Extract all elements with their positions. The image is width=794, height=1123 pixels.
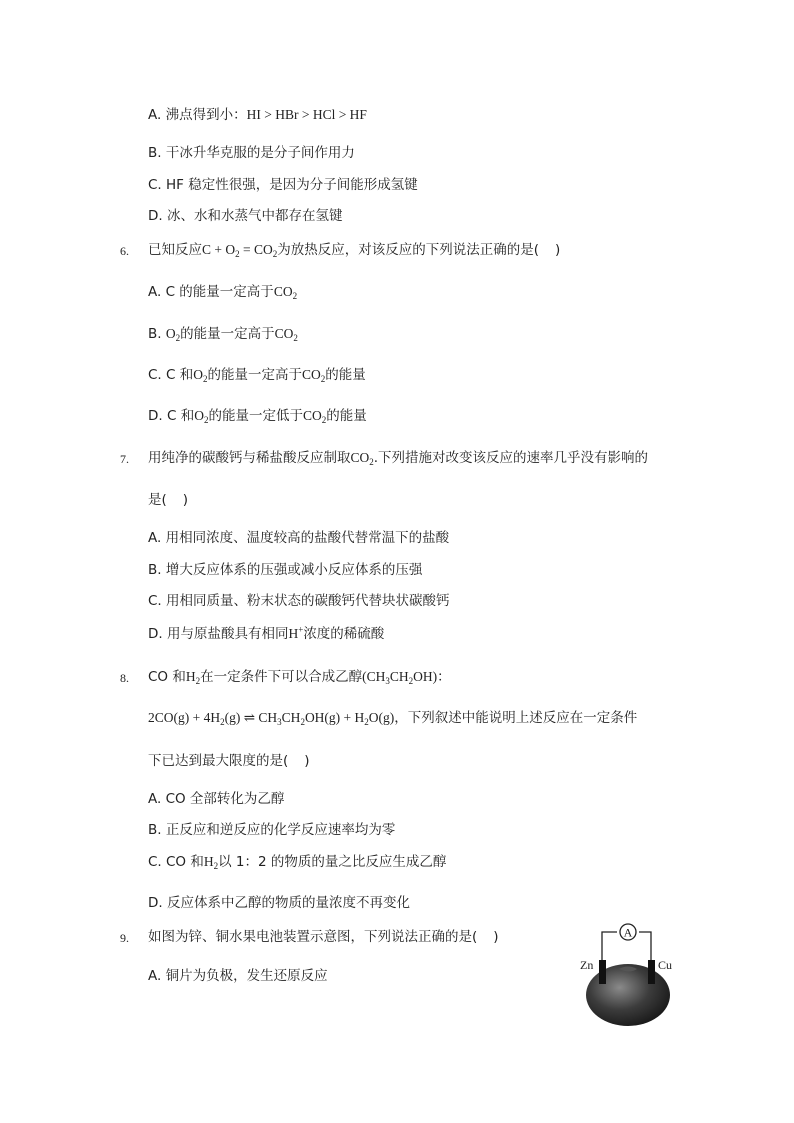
synthesis-equation: $2CO(g) + 4H_2(g)$ ⇌ $CH_3CH_2OH(g) + H_2O(g)$ <box>148 710 395 727</box>
fruit-icon <box>586 964 670 1026</box>
q5-option-d: D. 冰、水和水蒸气中都存在氢键 <box>148 208 343 224</box>
copper-label: Cu <box>658 958 673 972</box>
q7-number: 7. <box>120 452 129 466</box>
q5-option-a: A. 沸点得到小：HI > HBr > HCl > HF <box>148 107 367 123</box>
ethanol-formula: $(CH_3CH_2OH)$ <box>362 669 438 686</box>
reaction-formula: $C + O_2 = CO_2$ <box>202 242 278 259</box>
q9-number: 9. <box>120 931 129 945</box>
q7-option-c: C. 用相同质量、粉末状态的碳酸钙代替块状碳酸钙 <box>148 593 450 609</box>
q8-option-b: B. 正反应和逆反应的化学反应速率均为零 <box>148 822 396 838</box>
q6-option-b: B. $O_2$的能量一定高于$CO_2$ <box>148 326 298 343</box>
q5-option-c: C. HF 稳定性很强，是因为分子间能形成氢键 <box>148 177 418 193</box>
ammeter-label: A <box>623 925 633 940</box>
q9-stem: 如图为锌、铜水果电池装置示意图，下列说法正确的是( ) <box>148 929 499 945</box>
q5-option-b: B. 干冰升华克服的是分子间作用力 <box>148 145 355 161</box>
q6-number: 6. <box>120 244 129 258</box>
boiling-point-formula: HI > HBr > HCl > HF <box>246 107 367 122</box>
left-wire <box>602 932 617 961</box>
zinc-label: Zn <box>580 958 594 972</box>
zinc-electrode <box>599 960 606 984</box>
right-wire <box>639 932 651 961</box>
q8-equation-line: $2CO(g) + 4H_2(g)$ ⇌ $CH_3CH_2OH(g) + H_2O(g)$，下列叙述中能说明上述反应在一定条件 <box>148 710 638 727</box>
copper-electrode <box>648 960 655 984</box>
fruit-battery-figure <box>572 917 684 1029</box>
q8-option-c: C. CO 和$H_2$以 1：2 的物质的量之比反应生成乙醇 <box>148 854 447 871</box>
q7-stem-line2: 是( ) <box>148 492 189 508</box>
q7-option-d: D. 用与原盐酸具有相同H+浓度的稀硫酸 <box>148 624 385 642</box>
q8-option-d: D. 反应体系中乙醇的物质的量浓度不再变化 <box>148 895 410 911</box>
q9-option-a: A. 铜片为负极，发生还原反应 <box>148 968 328 984</box>
q6-option-c: C. C 和$O_2$的能量一定高于$CO_2$的能量 <box>148 367 366 384</box>
q7-option-a: A. 用相同浓度、温度较高的盐酸代替常温下的盐酸 <box>148 530 450 546</box>
q7-stem-line1: 用纯净的碳酸钙与稀盐酸反应制取$CO_2$.下列措施对改变该反应的速率几乎没有影响的 <box>148 450 649 467</box>
q8-stem-line3: 下已达到最大限度的是( ) <box>148 753 310 769</box>
q6-stem: 已知反应$C + O_2 = CO_2$为放热反应，对该反应的下列说法正确的是( ) <box>148 242 561 259</box>
q8-stem-line1: CO 和$H_2$在一定条件下可以合成乙醇$(CH_3CH_2OH)$： <box>148 669 451 686</box>
q7-option-b: B. 增大反应体系的压强或减小反应体系的压强 <box>148 562 423 578</box>
q6-option-a: A. C 的能量一定高于$CO_2$ <box>148 284 298 301</box>
q6-option-d: D. C 和$O_2$的能量一定低于$CO_2$的能量 <box>148 408 367 425</box>
q8-number: 8. <box>120 671 129 685</box>
q8-option-a: A. CO 全部转化为乙醇 <box>148 791 285 807</box>
